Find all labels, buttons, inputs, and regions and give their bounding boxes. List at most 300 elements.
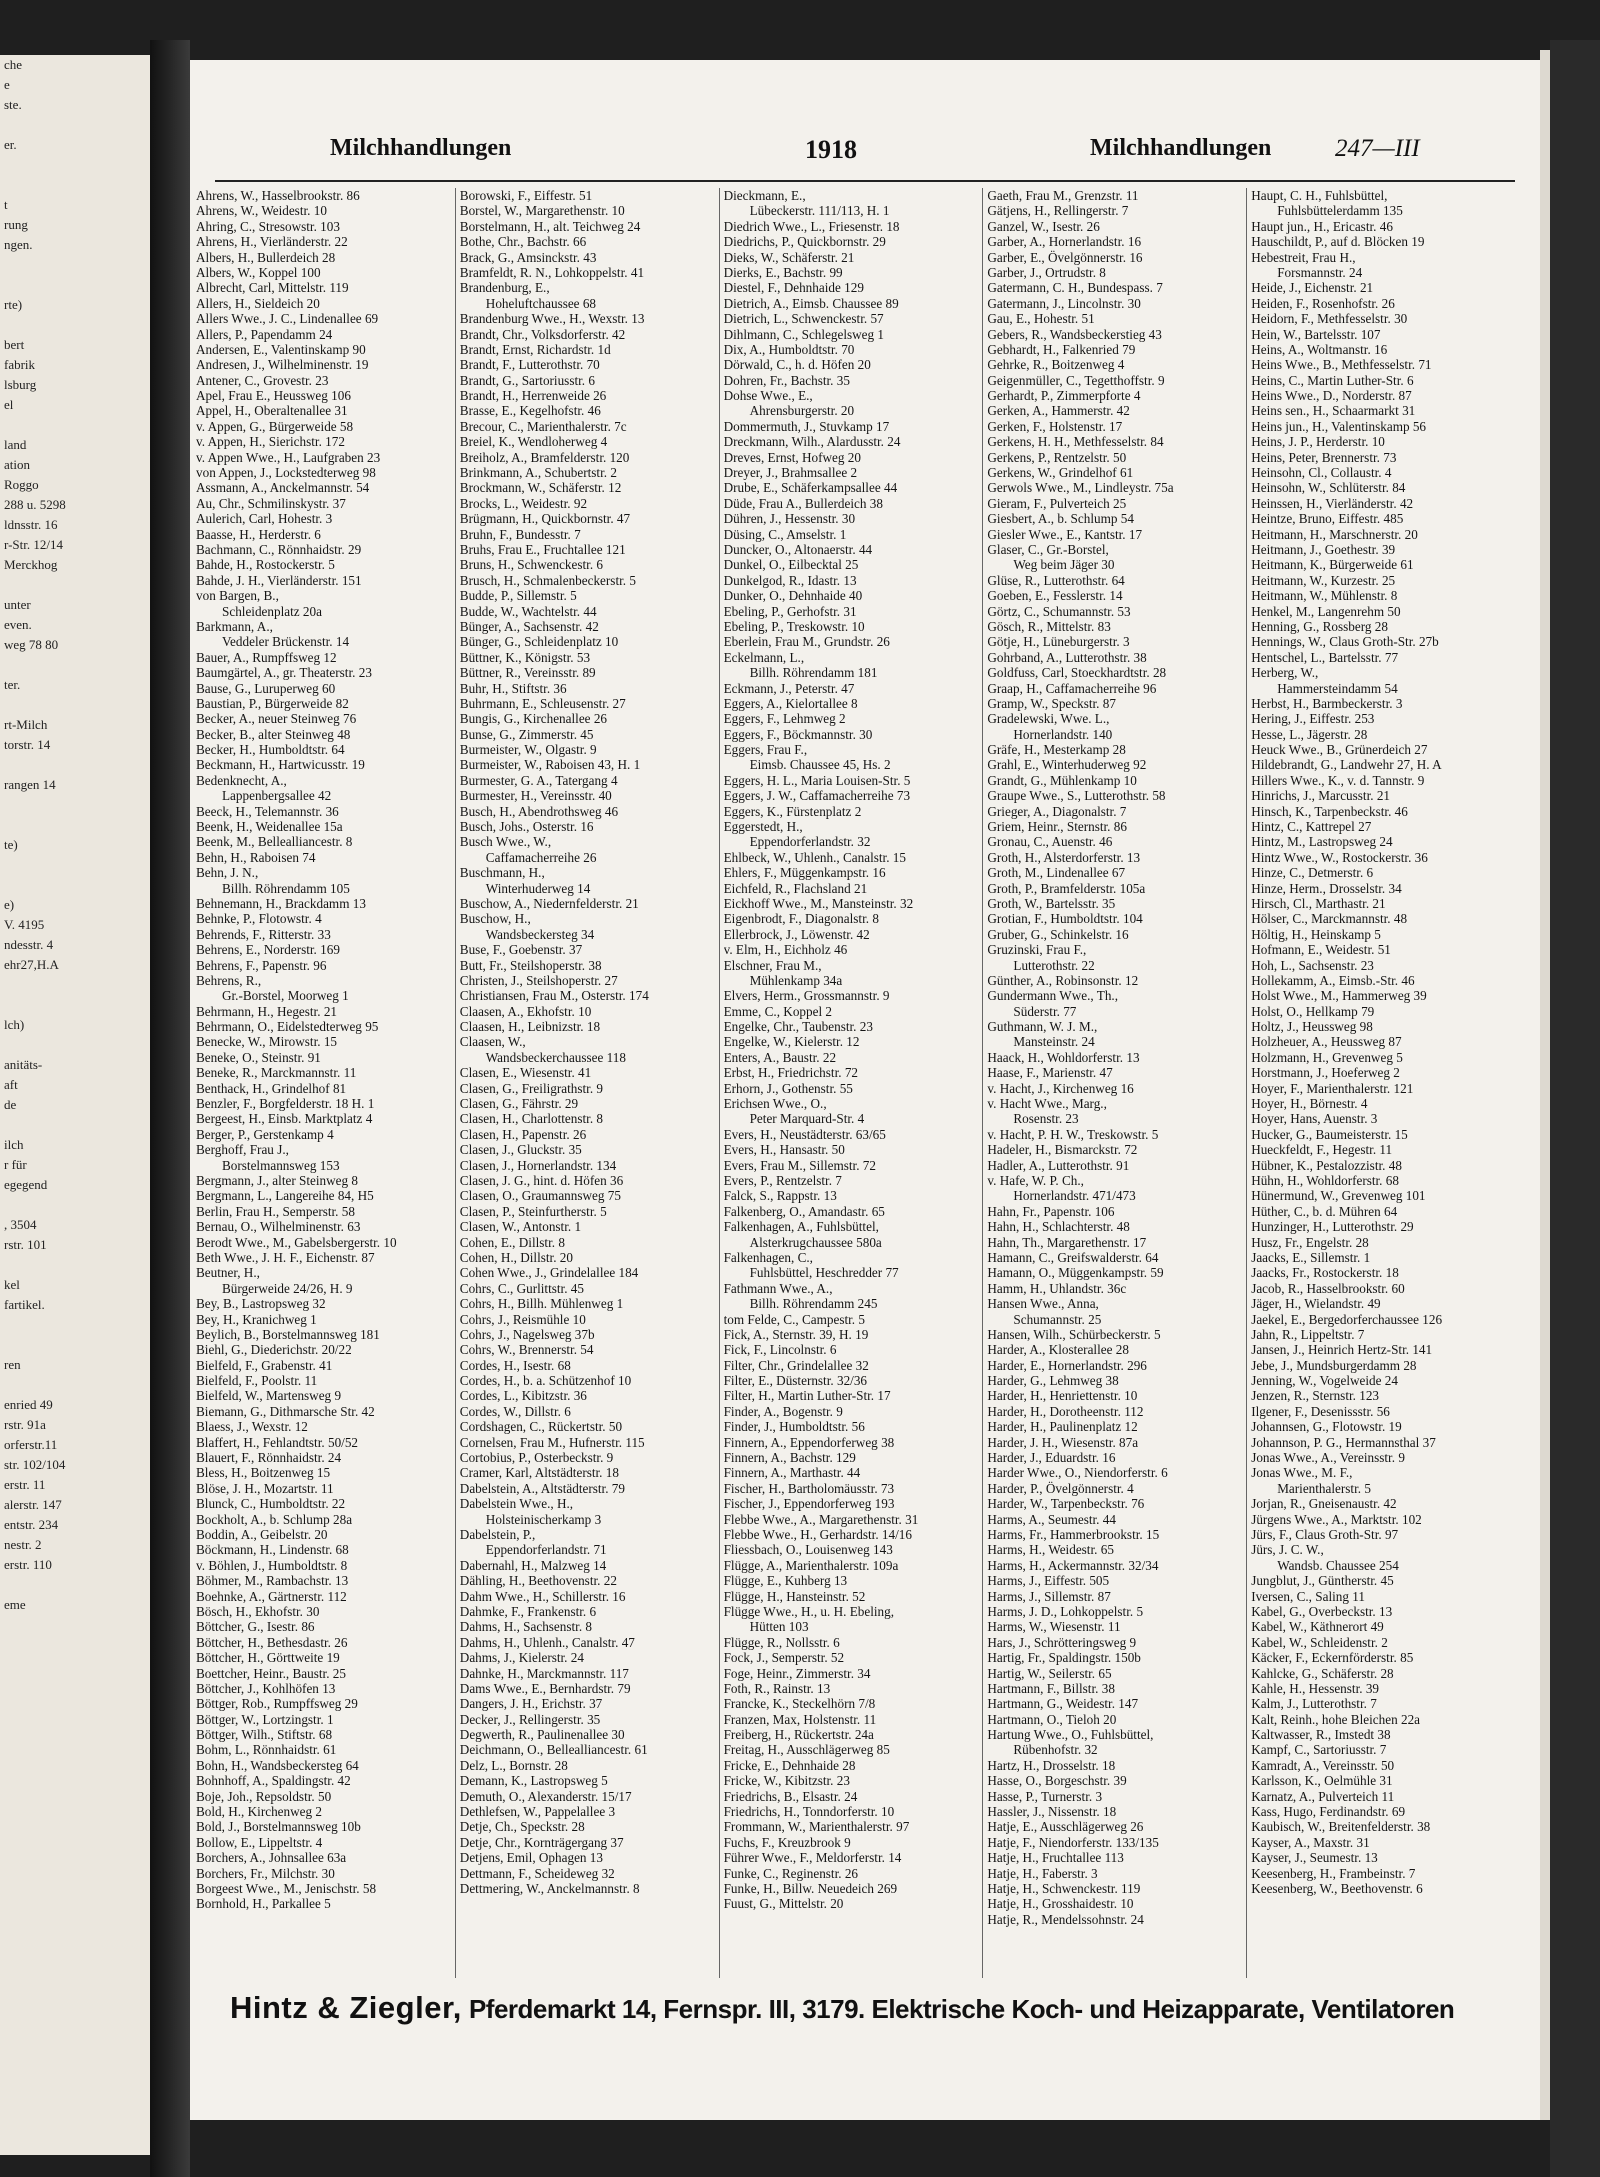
directory-entry: Gieram, F., Pulverteich 25 — [987, 495, 1127, 511]
directory-entry: Apel, Frau E., Heussweg 106 — [196, 388, 351, 404]
directory-entry: Hinsch, K., Tarpenbeckstr. 46 — [1251, 803, 1408, 819]
directory-entry: Beckmann, H., Hartwicusstr. 19 — [196, 757, 365, 773]
directory-entry: Heins, Peter, Brennerstr. 73 — [1251, 449, 1397, 465]
left-page-fragment-line: rung — [4, 217, 28, 232]
directory-entry: Hinze, Herm., Drosselstr. 34 — [1251, 880, 1402, 896]
directory-entry: Eppendorferlandstr. 32 — [749, 834, 871, 850]
directory-entry: Benthack, H., Grindelhof 81 — [196, 1080, 347, 1096]
directory-entry: Hütten 103 — [749, 1619, 809, 1635]
directory-entry: Fock, J., Semperstr. 52 — [723, 1650, 845, 1666]
directory-entry: Hartig, W., Seilerstr. 65 — [987, 1665, 1112, 1681]
directory-entry: Fick, F., Lincolnstr. 6 — [723, 1342, 837, 1358]
directory-entry: Buhrmann, E., Schleusenstr. 27 — [459, 695, 626, 711]
column-2 — [456, 188, 720, 1978]
directory-entry: Heinssen, H., Vierländerstr. 42 — [1251, 495, 1414, 511]
directory-entry: Bockholt, A., b. Schlump 28a — [196, 1511, 353, 1527]
directory-entry: Clasen, J. G., hint. d. Höfen 36 — [459, 1173, 624, 1188]
directory-entry: Filter, H., Martin Luther-Str. 17 — [723, 1388, 891, 1404]
directory-entry: Hornerlandstr. 471/473 — [1013, 1188, 1136, 1204]
directory-entry: Hübner, K., Pestalozzistr. 48 — [1251, 1157, 1402, 1173]
directory-entry: Cohen, H., Dillstr. 20 — [459, 1249, 573, 1265]
directory-entry: Harder, H., Henriettenstr. 10 — [987, 1388, 1138, 1404]
directory-entry: Bielfeld, F., Grabenstr. 41 — [196, 1357, 333, 1373]
directory-entry: Bold, J., Borstelmannsweg 10b — [196, 1819, 361, 1835]
directory-entry: Bornhold, H., Parkallee 5 — [196, 1896, 331, 1912]
directory-entry: Kahle, H., Hessenstr. 39 — [1251, 1680, 1380, 1696]
directory-entry: Hatje, H., Schwenckestr. 119 — [987, 1880, 1141, 1896]
directory-entry: Haupt, C. H., Fuhlsbüttel, — [1251, 188, 1388, 203]
directory-entry: Dahm Wwe., H., Schillerstr. 16 — [459, 1588, 626, 1604]
directory-entry: Emme, C., Koppel 2 — [723, 1003, 833, 1019]
directory-entry: Hoyer, F., Marienthalerstr. 121 — [1251, 1080, 1414, 1096]
directory-entry: Hennings, W., Claus Groth-Str. 27b — [1251, 634, 1439, 650]
directory-entry: Benecke, W., Mirowstr. 15 — [196, 1034, 338, 1050]
directory-entry: Lübeckerstr. 111/113, H. 1 — [749, 203, 890, 219]
directory-entry: Kabel, W., Schleidenstr. 2 — [1251, 1634, 1388, 1650]
directory-entry: Dähling, H., Beethovenstr. 22 — [459, 1573, 617, 1589]
directory-entry: Eberlein, Frau M., Grundstr. 26 — [723, 634, 890, 650]
directory-entry: Hasse, P., Turnerstr. 3 — [987, 1788, 1103, 1804]
directory-entry: Harms, J., Sillemstr. 87 — [987, 1588, 1111, 1604]
directory-entry: Cornelsen, Frau M., Hufnerstr. 115 — [459, 1434, 645, 1450]
directory-entry: Dunkel, O., Eilbecktal 25 — [723, 557, 859, 573]
left-page-fragment-line: e) — [4, 897, 15, 912]
directory-entry: Garber, E., Övelgönnerstr. 16 — [987, 249, 1143, 265]
directory-entry: Benzler, F., Borgfelderstr. 18 H. 1 — [196, 1096, 375, 1112]
directory-entry: Borstelmannsweg 153 — [222, 1157, 340, 1173]
directory-entry: Behn, J. N., — [196, 865, 259, 881]
directory-entry: Führer Wwe., F., Meldorferstr. 14 — [723, 1850, 902, 1866]
directory-entry: Gerkens, P., Rentzelstr. 50 — [987, 449, 1127, 465]
directory-entry: Foge, Heinr., Zimmerstr. 34 — [723, 1665, 871, 1681]
directory-entry: Bernau, O., Wilhelminenstr. 63 — [196, 1219, 361, 1235]
directory-entry: Fischer, H., Bartholomäusstr. 73 — [723, 1480, 895, 1496]
left-page-fragment-line: entstr. 234 — [4, 1517, 59, 1532]
directory-entry: Dreves, Ernst, Hofweg 20 — [723, 449, 861, 465]
directory-entry: Weg beim Jäger 30 — [1013, 557, 1115, 573]
directory-entry: Geigenmüller, C., Tegetthoffstr. 9 — [987, 372, 1165, 388]
directory-entry: Cohrs, W., Brennerstr. 54 — [459, 1342, 594, 1358]
directory-entry: Heins, J. P., Herderstr. 10 — [1251, 434, 1385, 450]
directory-entry: Düsing, C., Amselstr. 1 — [723, 526, 847, 542]
directory-entry: Flebbe Wwe., A., Margarethenstr. 31 — [723, 1511, 919, 1527]
directory-entry: Bielfeld, W., Martensweg 9 — [196, 1388, 342, 1404]
directory-entry: Dieks, W., Schäferstr. 21 — [723, 249, 855, 265]
directory-entry: Gerkens, H. H., Methfesselstr. 84 — [987, 434, 1164, 450]
left-page-fragment-line: ehr27,H.A — [4, 957, 59, 972]
directory-entry: Buhr, H., Stiftstr. 36 — [459, 680, 567, 696]
directory-entry: Behrmann, H., Hegestr. 21 — [196, 1003, 338, 1019]
directory-entry: Behn, H., Raboisen 74 — [196, 849, 316, 865]
directory-entry: Hentschel, L., Bartelsstr. 77 — [1251, 649, 1399, 665]
left-page-fragment-line: torstr. 14 — [4, 737, 51, 752]
directory-entry: Rübenhofstr. 32 — [1013, 1742, 1098, 1758]
directory-entry: Bause, G., Luruperweg 60 — [196, 680, 336, 696]
directory-entry: v. Appen, G., Bürgerweide 58 — [196, 418, 354, 434]
directory-entry: Eckelmann, L., — [723, 649, 805, 665]
left-page-fragment-line: te) — [4, 837, 18, 852]
directory-entry: Hadler, A., Lutterothstr. 91 — [987, 1157, 1130, 1173]
directory-entry: Hartz, H., Drosselstr. 18 — [987, 1757, 1116, 1773]
directory-entry: Claasen, H., Leibnizstr. 18 — [459, 1019, 601, 1035]
directory-entry: Allers Wwe., J. C., Lindenallee 69 — [196, 311, 379, 327]
directory-entry: Clasen, J., Gluckstr. 35 — [459, 1142, 582, 1158]
directory-entry: Finnern, A., Marthastr. 44 — [723, 1465, 861, 1481]
directory-entry: Hahn, Fr., Papenstr. 106 — [987, 1203, 1115, 1219]
directory-entry: Albrecht, Carl, Mittelstr. 119 — [196, 280, 349, 296]
directory-entry: Berghoff, Frau J., — [196, 1142, 289, 1158]
directory-entry: Harms, H., Weidestr. 65 — [987, 1542, 1114, 1558]
directory-entry: Hölser, C., Marckmannstr. 48 — [1251, 911, 1408, 927]
directory-entry: Elschner, Frau M., — [723, 957, 822, 973]
directory-entry: Becker, B., alter Steinweg 48 — [196, 726, 351, 742]
directory-entry: Elvers, Herm., Grossmannstr. 9 — [723, 988, 890, 1004]
directory-entry: Clasen, W., Antonstr. 1 — [459, 1219, 582, 1235]
directory-entry: Käcker, F., Eckernförderstr. 85 — [1251, 1650, 1414, 1666]
directory-entry: Heitmann, W., Kurzestr. 25 — [1251, 572, 1396, 588]
directory-entry: Harder, G., Lehmweg 38 — [987, 1373, 1119, 1389]
directory-entry: Dabernahl, H., Malzweg 14 — [459, 1557, 607, 1573]
directory-entry: Ahrensburgerstr. 20 — [749, 403, 855, 419]
directory-entry: Bey, H., Kranichweg 1 — [196, 1311, 317, 1327]
directory-entry: Bielfeld, F., Poolstr. 11 — [196, 1373, 318, 1389]
directory-entry: Heins, A., Woltmanstr. 16 — [1251, 341, 1388, 357]
directory-entry: Boettcher, Heinr., Baustr. 25 — [196, 1665, 346, 1681]
directory-entry: Bohm, L., Rönnhaidstr. 61 — [196, 1742, 337, 1758]
left-page-fragment-line — [0, 575, 150, 595]
directory-entry: Goeben, E., Fesslerstr. 14 — [987, 588, 1123, 604]
directory-entry: Flügge, E., Kuhberg 13 — [723, 1573, 848, 1589]
directory-entry: Gohrband, A., Lutterothstr. 38 — [987, 649, 1147, 665]
directory-entry: Brandt, G., Sartoriusstr. 6 — [459, 372, 595, 388]
left-page-fragment-line: ren — [4, 1357, 21, 1372]
directory-entry: Kabel, G., Overbeckstr. 13 — [1251, 1603, 1393, 1619]
directory-entry: Dahmke, F., Frankenstr. 6 — [459, 1603, 597, 1619]
directory-entry: Hollekamm, A., Eimsb.-Str. 46 — [1251, 972, 1415, 988]
directory-entry: Fuhlsbüttel, Heschredder 77 — [749, 1265, 899, 1281]
directory-entry: Böckmann, H., Lindenstr. 68 — [196, 1542, 349, 1558]
directory-entry: Hartig, Fr., Spaldingstr. 150b — [987, 1650, 1141, 1666]
directory-entry: Henkel, M., Langenrehm 50 — [1251, 603, 1401, 619]
directory-entry: Hillers Wwe., K., v. d. Tannstr. 9 — [1251, 772, 1425, 788]
left-page-fragment-line: land — [4, 437, 27, 452]
directory-entry: Cordes, L., Kibitzstr. 36 — [459, 1388, 587, 1404]
column-1 — [192, 188, 456, 1978]
directory-entry: Borowski, F., Eiffestr. 51 — [459, 188, 593, 203]
left-page-fragment-line: r für — [4, 1157, 27, 1172]
left-page-fragment-line — [0, 695, 150, 715]
directory-entry: Jenzen, R., Sternstr. 123 — [1251, 1388, 1380, 1404]
directory-entry: Kayser, A., Maxstr. 31 — [1251, 1834, 1370, 1850]
left-page-fragment-line — [0, 975, 150, 995]
directory-entry: Clasen, O., Graumannsweg 75 — [459, 1188, 621, 1204]
directory-entry: Borchers, A., Johnsallee 63a — [196, 1850, 347, 1866]
directory-entry: Flebbe Wwe., H., Gerhardstr. 14/16 — [723, 1526, 912, 1542]
directory-entry: Berger, P., Gerstenkamp 4 — [196, 1126, 334, 1142]
left-page-fragment-line: el — [4, 397, 14, 412]
book-gutter — [150, 40, 190, 2177]
directory-entry: Harms, J. D., Lohkoppelstr. 5 — [987, 1603, 1144, 1619]
directory-entry: Dabelstein, A., Altstädterstr. 79 — [459, 1480, 625, 1496]
directory-entry: Breiholz, A., Bramfelderstr. 120 — [459, 449, 630, 465]
directory-entry: Hamann, C., Greifswalderstr. 64 — [987, 1249, 1159, 1265]
directory-entry: Beneke, R., Marckmannstr. 11 — [196, 1065, 357, 1081]
left-page-fragment-line: er. — [4, 137, 17, 152]
directory-entry: Hartung Wwe., O., Fuhlsbüttel, — [987, 1727, 1154, 1743]
directory-entry: Jacob, R., Hasselbrookstr. 60 — [1251, 1280, 1405, 1296]
directory-entry: Heitmann, K., Bürgerweide 61 — [1251, 557, 1414, 573]
directory-entry: Kampf, C., Sartoriusstr. 7 — [1251, 1742, 1387, 1758]
directory-entry: Lappenbergsallee 42 — [222, 788, 332, 804]
directory-entry: Gau, E., Hohestr. 51 — [987, 311, 1095, 327]
directory-entry: Friedrichs, B., Elsastr. 24 — [723, 1788, 858, 1804]
left-page-fragment-line: V. 4195 — [4, 917, 45, 932]
directory-entry: Gradelewski, Wwe. L., — [987, 711, 1110, 727]
directory-entry: Gruber, G., Schinkelstr. 16 — [987, 926, 1129, 942]
directory-entry: Gr.-Borstel, Moorweg 1 — [222, 988, 349, 1004]
directory-entry: Harder, W., Tarpenbeckstr. 76 — [987, 1496, 1145, 1512]
directory-entry: Kaubisch, W., Breitenfelderstr. 38 — [1251, 1819, 1431, 1835]
directory-entry: Ganzel, W., Isestr. 26 — [987, 218, 1100, 234]
directory-entry: Engelke, Chr., Taubenstr. 23 — [723, 1019, 873, 1035]
directory-entry: Hartmann, F., Billstr. 38 — [987, 1680, 1115, 1696]
left-page-fragment-line: rt-Milch — [4, 717, 48, 732]
directory-entry: Alsterkrugchaussee 580a — [749, 1234, 882, 1250]
directory-entry: Brecour, C., Marienthalerstr. 7c — [459, 418, 627, 434]
directory-entry: Finnern, A., Eppendorferweg 38 — [723, 1434, 895, 1450]
directory-entry: Brocks, L., Weidestr. 92 — [459, 495, 588, 511]
left-page-fragment-line — [0, 795, 150, 815]
directory-entry: Holst, O., Hellkamp 79 — [1251, 1003, 1375, 1019]
directory-entry: Breiel, K., Wendloherweg 4 — [459, 434, 608, 450]
directory-entry: Hesse, L., Jägerstr. 28 — [1251, 726, 1368, 742]
left-page-fragment-line — [0, 1255, 150, 1275]
directory-entry: Bramfeldt, R. N., Lohkoppelstr. 41 — [459, 264, 645, 280]
left-page-fragment-line — [0, 755, 150, 775]
left-page-fragment-line: anitäts- — [4, 1057, 43, 1072]
directory-entry: Degwerth, R., Paulinenallee 30 — [459, 1727, 625, 1743]
directory-entry: Groth, M., Lindenallee 67 — [987, 865, 1126, 881]
directory-entry: Iversen, C., Saling 11 — [1251, 1588, 1365, 1604]
left-page-fragment-line — [0, 155, 150, 175]
directory-entry: Fathmann Wwe., A., — [723, 1280, 833, 1296]
directory-entry: Gerken, A., Hammerstr. 42 — [987, 403, 1130, 419]
left-page-fragment-line: ndesstr. 4 — [4, 937, 54, 952]
directory-entry: Becker, H., Humboldtstr. 64 — [196, 742, 345, 758]
directory-entry: Dohren, Fr., Bachstr. 35 — [723, 372, 850, 388]
directory-entry: Gerkens, W., Grindelhof 61 — [987, 465, 1134, 481]
directory-entry: Detje, Chr., Kornträgergang 37 — [459, 1834, 624, 1850]
directory-entry: Busch Wwe., W., — [459, 834, 552, 850]
directory-entry: Kahlcke, G., Schäferstr. 28 — [1251, 1665, 1394, 1681]
directory-entry: Horstmann, J., Hoeferweg 2 — [1251, 1065, 1400, 1081]
directory-entry: Clasen, E., Wiesenstr. 41 — [459, 1065, 592, 1081]
footer-advertisement — [230, 1990, 1510, 2030]
directory-entry: Hebestreit, Frau H., — [1251, 249, 1356, 265]
directory-entry: Garber, J., Ortrudstr. 8 — [987, 264, 1106, 280]
directory-entry: Behrens, F., Papenstr. 96 — [196, 957, 327, 973]
directory-entry: Hauschildt, P., auf d. Blöcken 19 — [1251, 234, 1425, 250]
directory-entry: Keesenberg, W., Beethovenstr. 6 — [1251, 1880, 1423, 1896]
left-page-fragment-line: even. — [4, 617, 32, 632]
directory-entry: Grieger, A., Diagonalstr. 7 — [987, 803, 1127, 819]
directory-entry: Fliessbach, O., Louisenweg 143 — [723, 1542, 893, 1558]
directory-entry: Jungblut, J., Güntherstr. 45 — [1251, 1573, 1394, 1589]
directory-entry: Billh. Röhrendamm 181 — [749, 665, 878, 681]
directory-entry: Hinrichs, J., Marcusstr. 21 — [1251, 788, 1391, 804]
directory-entry: Haack, H., Wohldorferstr. 13 — [987, 1049, 1140, 1065]
directory-entry: Karlsson, K., Oelmühle 31 — [1251, 1773, 1393, 1789]
directory-entry: Hatje, H., Fruchtallee 113 — [987, 1850, 1124, 1866]
directory-entry: Aulerich, Carl, Hohestr. 3 — [196, 511, 333, 527]
directory-entry: Ehlbeck, W., Uhlenh., Canalstr. 15 — [723, 849, 906, 865]
directory-entry: Dietrich, A., Eimsb. Chaussee 89 — [723, 295, 899, 311]
directory-entry: Hatje, F., Niendorferstr. 133/135 — [987, 1834, 1159, 1850]
directory-entry: Jenning, W., Vogelweide 24 — [1251, 1373, 1398, 1389]
directory-entry: Böttger, Wilh., Stiftstr. 68 — [196, 1727, 333, 1743]
directory-entry: Höltig, H., Heinskamp 5 — [1251, 926, 1381, 942]
directory-entry: Funke, H., Billw. Neuedeich 269 — [723, 1880, 898, 1896]
directory-entry: Cordes, H., b. a. Schützenhof 10 — [459, 1373, 632, 1389]
directory-entry: Eppendorferlandstr. 71 — [485, 1542, 607, 1558]
directory-entry: Harms, A., Seumestr. 44 — [987, 1511, 1116, 1527]
directory-entry: Herbst, H., Barmbeckerstr. 3 — [1251, 695, 1403, 711]
directory-entry: Bruhs, Frau E., Fruchtallee 121 — [459, 541, 626, 557]
directory-entry: Gundermann Wwe., Th., — [987, 988, 1119, 1004]
directory-entry: Allers, H., Sieldeich 20 — [196, 295, 320, 311]
left-page-fragment-line: kel — [4, 1277, 20, 1292]
directory-entry: Hansen, Wilh., Schürbeckerstr. 5 — [987, 1326, 1161, 1342]
directory-entry: Dohse Wwe., E., — [723, 388, 813, 404]
directory-entry: Clasen, P., Steinfurtherstr. 5 — [459, 1203, 607, 1219]
directory-entry: Hoh, L., Sachsenstr. 23 — [1251, 957, 1374, 973]
directory-entry: Eckmann, J., Peterstr. 47 — [723, 680, 855, 696]
directory-entry: Berodt Wwe., M., Gabelsbergerstr. 10 — [196, 1234, 397, 1250]
directory-entry: Günther, A., Robinsonstr. 12 — [987, 972, 1139, 988]
left-page-fragment-line: fabrik — [4, 357, 36, 372]
directory-entry: Behrends, F., Ritterstr. 33 — [196, 926, 331, 942]
directory-entry: Cohrs, H., Billh. Mühlenweg 1 — [459, 1296, 624, 1312]
directory-entry: Falck, S., Rappstr. 13 — [723, 1188, 837, 1204]
directory-entry: Hornerlandstr. 140 — [1013, 726, 1113, 742]
directory-entry: Falkenberg, O., Amandastr. 65 — [723, 1203, 885, 1219]
directory-entry: Beeck, H., Telemannstr. 36 — [196, 803, 339, 819]
left-page-fragment-line — [0, 115, 150, 135]
left-page-fragment-line — [0, 1375, 150, 1395]
directory-entry: Hintz, M., Lastropsweg 24 — [1251, 834, 1393, 850]
directory-entry: Johannsen, G., Flotowstr. 19 — [1251, 1419, 1402, 1435]
directory-entry: Jürgens Wwe., A., Marktstr. 102 — [1251, 1511, 1422, 1527]
directory-entry: Hammersteindamm 54 — [1277, 680, 1398, 696]
directory-entry: Bold, H., Kirchenweg 2 — [196, 1804, 322, 1820]
directory-entry: Heitmann, J., Goethestr. 39 — [1251, 541, 1396, 557]
left-page-fragment-line — [0, 815, 150, 835]
directory-entry: Diedrichs, P., Quickbornstr. 29 — [723, 234, 886, 250]
directory-entry: Böttcher, H., Görttweite 19 — [196, 1650, 340, 1666]
left-page-fragment-line: ilch — [4, 1137, 24, 1152]
directory-entry: Kaltwasser, R., Imstedt 38 — [1251, 1727, 1391, 1743]
directory-entry: Albers, W., Koppel 100 — [196, 264, 321, 280]
directory-entry: Allers, P., Papendamm 24 — [196, 326, 333, 342]
directory-entry: Demann, K., Lastropsweg 5 — [459, 1773, 608, 1789]
directory-entry: Fuchs, F., Kreuzbrook 9 — [723, 1834, 851, 1850]
directory-entry: Guthmann, W. J. M., — [987, 1019, 1098, 1035]
left-page-fragment-line: ation — [4, 457, 30, 472]
directory-entry: Appel, H., Oberaltenallee 31 — [196, 403, 348, 419]
directory-entry: Blauert, F., Rönnhaidstr. 24 — [196, 1450, 342, 1466]
directory-entry: Cohrs, J., Nagelsweg 37b — [459, 1326, 595, 1342]
directory-entry: Büttner, K., Königstr. 53 — [459, 649, 591, 665]
directory-entry: Antener, C., Grovestr. 23 — [196, 372, 329, 388]
directory-entry: Diedrich Wwe., L., Friesenstr. 18 — [723, 218, 900, 234]
directory-entry: Dahms, H., Uhlenh., Canalstr. 47 — [459, 1634, 635, 1650]
directory-entry: Flügge, A., Marienthalerstr. 109a — [723, 1557, 899, 1573]
left-page-fragment-line: Merckhog — [4, 557, 58, 572]
directory-entry: Ehlers, F., Müggenkampstr. 16 — [723, 865, 886, 881]
directory-entry: Biehl, G., Diederichstr. 20/22 — [196, 1342, 352, 1358]
directory-entry: Holsteinischerkamp 3 — [485, 1511, 602, 1527]
directory-entry: Hühn, H., Wohldorferstr. 68 — [1251, 1173, 1399, 1188]
directory-entry: Böttger, W., Lortzingstr. 1 — [196, 1711, 334, 1727]
directory-entry: Hatje, H., Grosshaidestr. 10 — [987, 1896, 1134, 1912]
directory-entry: Harder, E., Hornerlandstr. 296 — [987, 1357, 1147, 1373]
directory-entry: Clasen, G., Freiligrathstr. 9 — [459, 1080, 604, 1096]
directory-entry: Fick, A., Sternstr. 39, H. 19 — [723, 1326, 869, 1342]
directory-entry: Eichfeld, R., Flachsland 21 — [723, 880, 868, 896]
directory-entry: Clasen, H., Charlottenstr. 8 — [459, 1111, 604, 1127]
directory-entry: Kalm, J., Lutterothstr. 7 — [1251, 1696, 1377, 1712]
directory-entry: Burmeister, W., Raboisen 43, H. 1 — [459, 757, 641, 773]
left-page-fragment-line — [0, 995, 150, 1015]
directory-entry: Dunkelgod, R., Idastr. 13 — [723, 572, 857, 588]
directory-entry: Peter Marquard-Str. 4 — [749, 1111, 865, 1127]
directory-entry: Deichmann, O., Bellealliancestr. 61 — [459, 1742, 648, 1758]
directory-entry: Gehrke, R., Boitzenweg 4 — [987, 357, 1125, 373]
left-page-fragment-line: bert — [4, 337, 25, 352]
directory-entry: Bünger, G., Schleidenplatz 10 — [459, 634, 619, 650]
directory-entry: Wandsb. Chaussee 254 — [1277, 1557, 1399, 1573]
section-title-left: Milchhandlungen — [330, 135, 512, 161]
directory-entry: Groth, W., Bartelsstr. 35 — [987, 895, 1116, 911]
directory-entry: Cohen Wwe., J., Grindelallee 184 — [459, 1265, 639, 1281]
directory-entry: Glüse, R., Lutterothstr. 64 — [987, 572, 1125, 588]
directory-entry: Jürs, J. C. W., — [1251, 1542, 1324, 1558]
directory-entry: Behrens, R., — [196, 972, 262, 988]
directory-entry: Brandt, Chr., Volksdorferstr. 42 — [459, 326, 626, 342]
directory-entry: Billh. Röhrendamm 245 — [749, 1296, 878, 1312]
directory-entry: Dettmering, W., Anckelmannstr. 8 — [459, 1880, 640, 1896]
directory-entry: Detje, Ch., Speckstr. 28 — [459, 1819, 585, 1835]
directory-entry: Gräfe, H., Mesterkamp 28 — [987, 742, 1126, 758]
directory-entry: Grandt, G., Mühlenkamp 10 — [987, 772, 1137, 788]
directory-entry: Harder, A., Klosterallee 28 — [987, 1342, 1129, 1358]
directory-entry: Eimsb. Chaussee 45, Hs. 2 — [749, 757, 891, 773]
directory-entry: Clasen, G., Fährstr. 29 — [459, 1096, 579, 1112]
directory-entry: Hars, J., Schrötteringsweg 9 — [987, 1634, 1137, 1650]
directory-entry: Demuth, O., Alexanderstr. 15/17 — [459, 1788, 632, 1804]
directory-entry: tom Felde, C., Campestr. 5 — [723, 1311, 865, 1327]
directory-entry: Assmann, A., Anckelmannstr. 54 — [196, 480, 370, 496]
directory-entry: Dühren, J., Hessenstr. 30 — [723, 511, 856, 527]
directory-entry: Filter, E., Düsternstr. 32/36 — [723, 1373, 868, 1389]
directory-entry: Cortobius, P., Osterbeckstr. 9 — [459, 1450, 614, 1466]
directory-entry: Hofmann, E., Weidestr. 51 — [1251, 942, 1391, 958]
directory-entry: Jonas Wwe., M. F., — [1251, 1465, 1353, 1481]
directory-entry: Bergmann, L., Langereihe 84, H5 — [196, 1188, 374, 1204]
directory-entry: Hadeler, H., Bismarckstr. 72 — [987, 1142, 1138, 1158]
directory-entry: Giesbert, A., b. Schlump 54 — [987, 511, 1134, 527]
directory-entry: von Bargen, B., — [196, 588, 279, 604]
